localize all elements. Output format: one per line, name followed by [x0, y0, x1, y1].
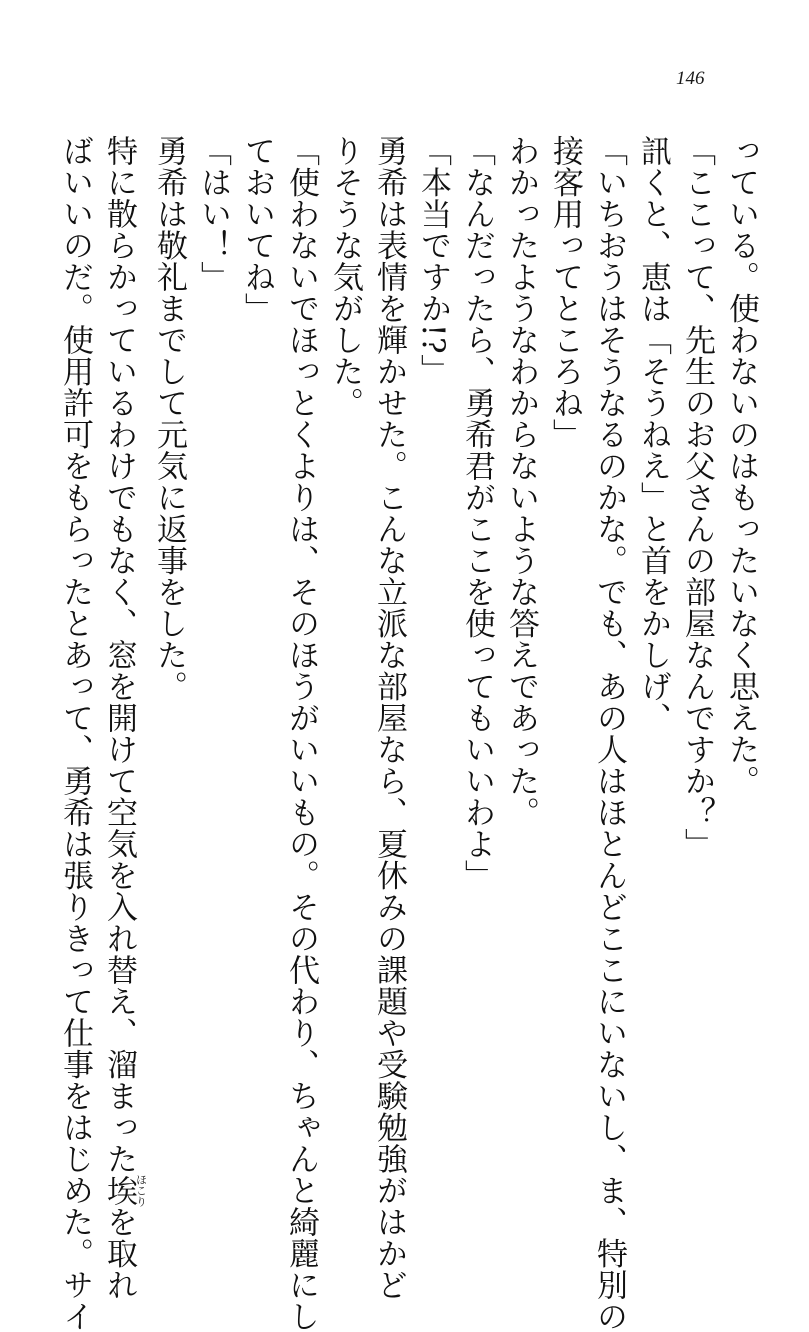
text-line-with-ruby: [97, 135, 148, 1301]
ruby-base: 埃: [101, 1173, 137, 1207]
ruby-annotation: [101, 1173, 148, 1207]
text-line: 接客用ってところね」: [547, 135, 583, 450]
novel-body-text: [53, 135, 763, 1332]
text-line: りそうな気がした。: [327, 135, 363, 419]
text-line-segment: を取れ: [101, 1206, 137, 1301]
text-line: 「本当ですか!?」: [415, 135, 451, 386]
text-line: 「なんだったら、勇希君がここを使ってもいいわよ」: [459, 135, 495, 891]
text-line: 「ここって、先生のお父さんの部屋なんですか？」: [679, 135, 715, 860]
text-line: 「いちおうはそうなるのかな。でも、あの人はほとんどここにいないし、ま、特別の: [591, 135, 627, 1332]
text-line: 勇希は敬礼までして元気に返事をした。: [151, 135, 187, 702]
text-line: ておいてね」: [239, 135, 275, 324]
page-number: 146: [676, 68, 705, 89]
text-line: 訊くと、恵は「そうねえ」と首をかしげ、: [635, 135, 671, 734]
ruby-reading: ほこり: [134, 1173, 148, 1207]
text-line: っている。使わないのはもったいなく思えた。: [723, 135, 759, 797]
text-line: ばいいのだ。使用許可をもらったとあって、勇希は張りきって仕事をはじめた。サイ: [57, 135, 93, 1332]
text-line-segment: 特に散らかっているわけでもなく、窓を開けて空気を入れ替え、溜まった: [101, 135, 137, 1175]
text-line: わかったようなわからないような答えであった。: [503, 135, 539, 828]
text-line: 勇希は表情を輝かせた。こんな立派な部屋なら、夏休みの課題や受験勉強がはかど: [371, 135, 407, 1301]
text-line: 「使わないでほっとくよりは、そのほうがいいもの。その代わり、ちゃんと綺麗にし: [283, 135, 319, 1332]
text-line: 「はい！」: [195, 135, 231, 293]
